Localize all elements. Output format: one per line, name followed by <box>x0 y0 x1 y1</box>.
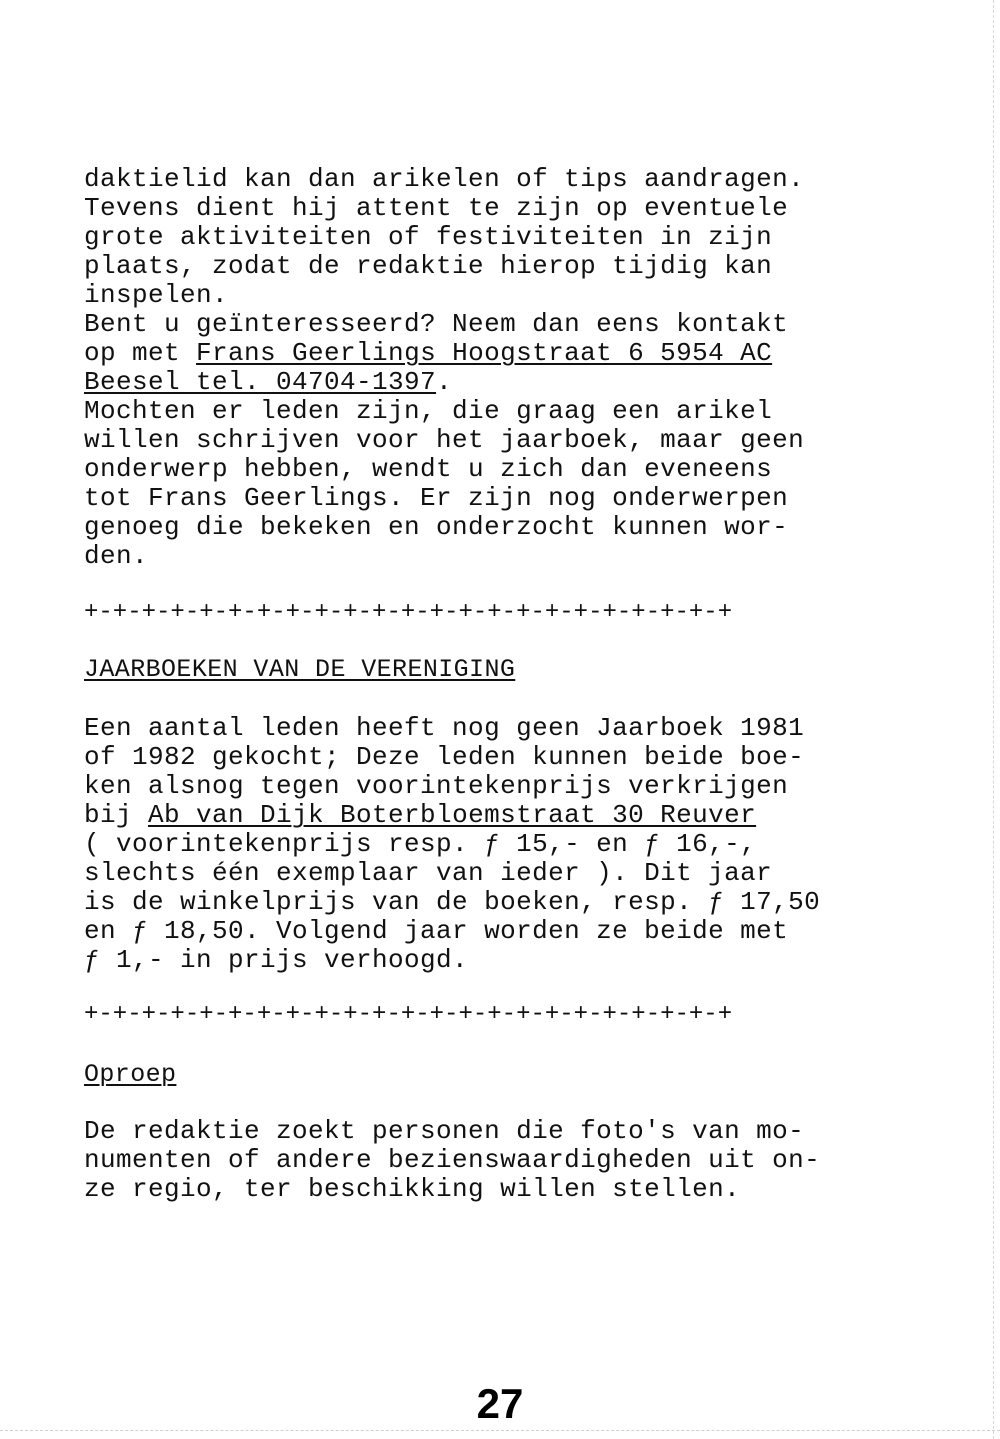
paragraph-jaarboeken <box>84 714 934 975</box>
text-line: Een aantal leden heeft nog geen Jaarboek 1981 <box>84 713 805 743</box>
paragraph-oproep <box>84 1117 934 1204</box>
text-line: numenten of andere bezienswaardigheden uit on- <box>84 1145 821 1175</box>
separator-line: +-+-+-+-+-+-+-+-+-+-+-+-+-+-+-+-+-+-+-+-+-+-+ <box>84 1001 733 1028</box>
seller-address-underlined: Ab van Dijk Boterbloemstraat 30 Reuver <box>148 800 757 830</box>
section-heading-jaarboeken: JAARBOEKEN VAN DE VERENIGING <box>84 655 516 684</box>
text-line: den. <box>84 541 149 571</box>
text-line <box>84 368 934 397</box>
text-line <box>84 801 934 830</box>
text-line: tot Frans Geerlings. Er zijn nog onderwerpen <box>84 483 789 513</box>
text-line: daktielid kan dan arikelen of tips aandragen. <box>84 164 805 194</box>
text-line: plaats, zodat de redaktie hierop tijdig kan <box>84 251 773 281</box>
text-fragment: bij <box>84 800 149 830</box>
text-line: inspelen. <box>84 280 229 310</box>
section-heading-oproep: Oproep <box>84 1060 177 1089</box>
text-line: De redaktie zoekt personen die foto's van mo- <box>84 1116 805 1146</box>
separator-row <box>84 598 934 628</box>
text-line: Tevens dient hij attent te zijn op eventuele <box>84 193 789 223</box>
contact-address-underlined: Frans Geerlings Hoogstraat 6 5954 AC <box>196 338 773 368</box>
heading-line <box>84 655 934 684</box>
text-line: ( voorintekenprijs resp. ƒ 15,- en ƒ 16,-, <box>84 829 757 859</box>
text-line: of 1982 gekocht; Deze leden kunnen beide boe- <box>84 742 805 772</box>
text-line: slechts één exemplaar van ieder ). Dit jaar <box>84 858 773 888</box>
text-line <box>84 339 934 368</box>
page-number: 27 <box>476 1380 524 1427</box>
text-line: grote aktiviteiten of festiviteiten in zijn <box>84 222 773 252</box>
text-line: willen schrijven voor het jaarboek, maar geen <box>84 425 805 455</box>
text-line: genoeg die bekeken en onderzocht kunnen wor- <box>84 512 789 542</box>
text-line: ze regio, ter beschikking willen stellen. <box>84 1174 741 1204</box>
page-edge-right <box>991 0 994 1439</box>
separator-row <box>84 1000 934 1030</box>
text-line: onderwerp hebben, wendt u zich dan eveneens <box>84 454 773 484</box>
text-line: is de winkelprijs van de boeken, resp. ƒ 17,50 <box>84 887 821 917</box>
text-line: ken alsnog tegen voorintekenprijs verkrijgen <box>84 771 789 801</box>
heading-line <box>84 1060 934 1089</box>
text-fragment: op met <box>84 338 197 368</box>
heading-block <box>84 655 934 684</box>
paragraph-contributions <box>84 165 934 571</box>
text-line: Mochten er leden zijn, die graag een arikel <box>84 396 773 426</box>
text-line: Bent u geïnteresseerd? Neem dan eens kontakt <box>84 309 789 339</box>
contact-phone-underlined: Beesel tel. 04704-1397 <box>84 367 437 397</box>
heading-block <box>84 1060 934 1089</box>
page-edge-bottom <box>0 1428 1000 1431</box>
separator-line: +-+-+-+-+-+-+-+-+-+-+-+-+-+-+-+-+-+-+-+-+-+-+ <box>84 599 733 626</box>
text-fragment: . <box>436 367 453 397</box>
text-line: ƒ 1,- in prijs verhoogd. <box>84 945 469 975</box>
text-line: en ƒ 18,50. Volgend jaar worden ze beide met <box>84 916 789 946</box>
